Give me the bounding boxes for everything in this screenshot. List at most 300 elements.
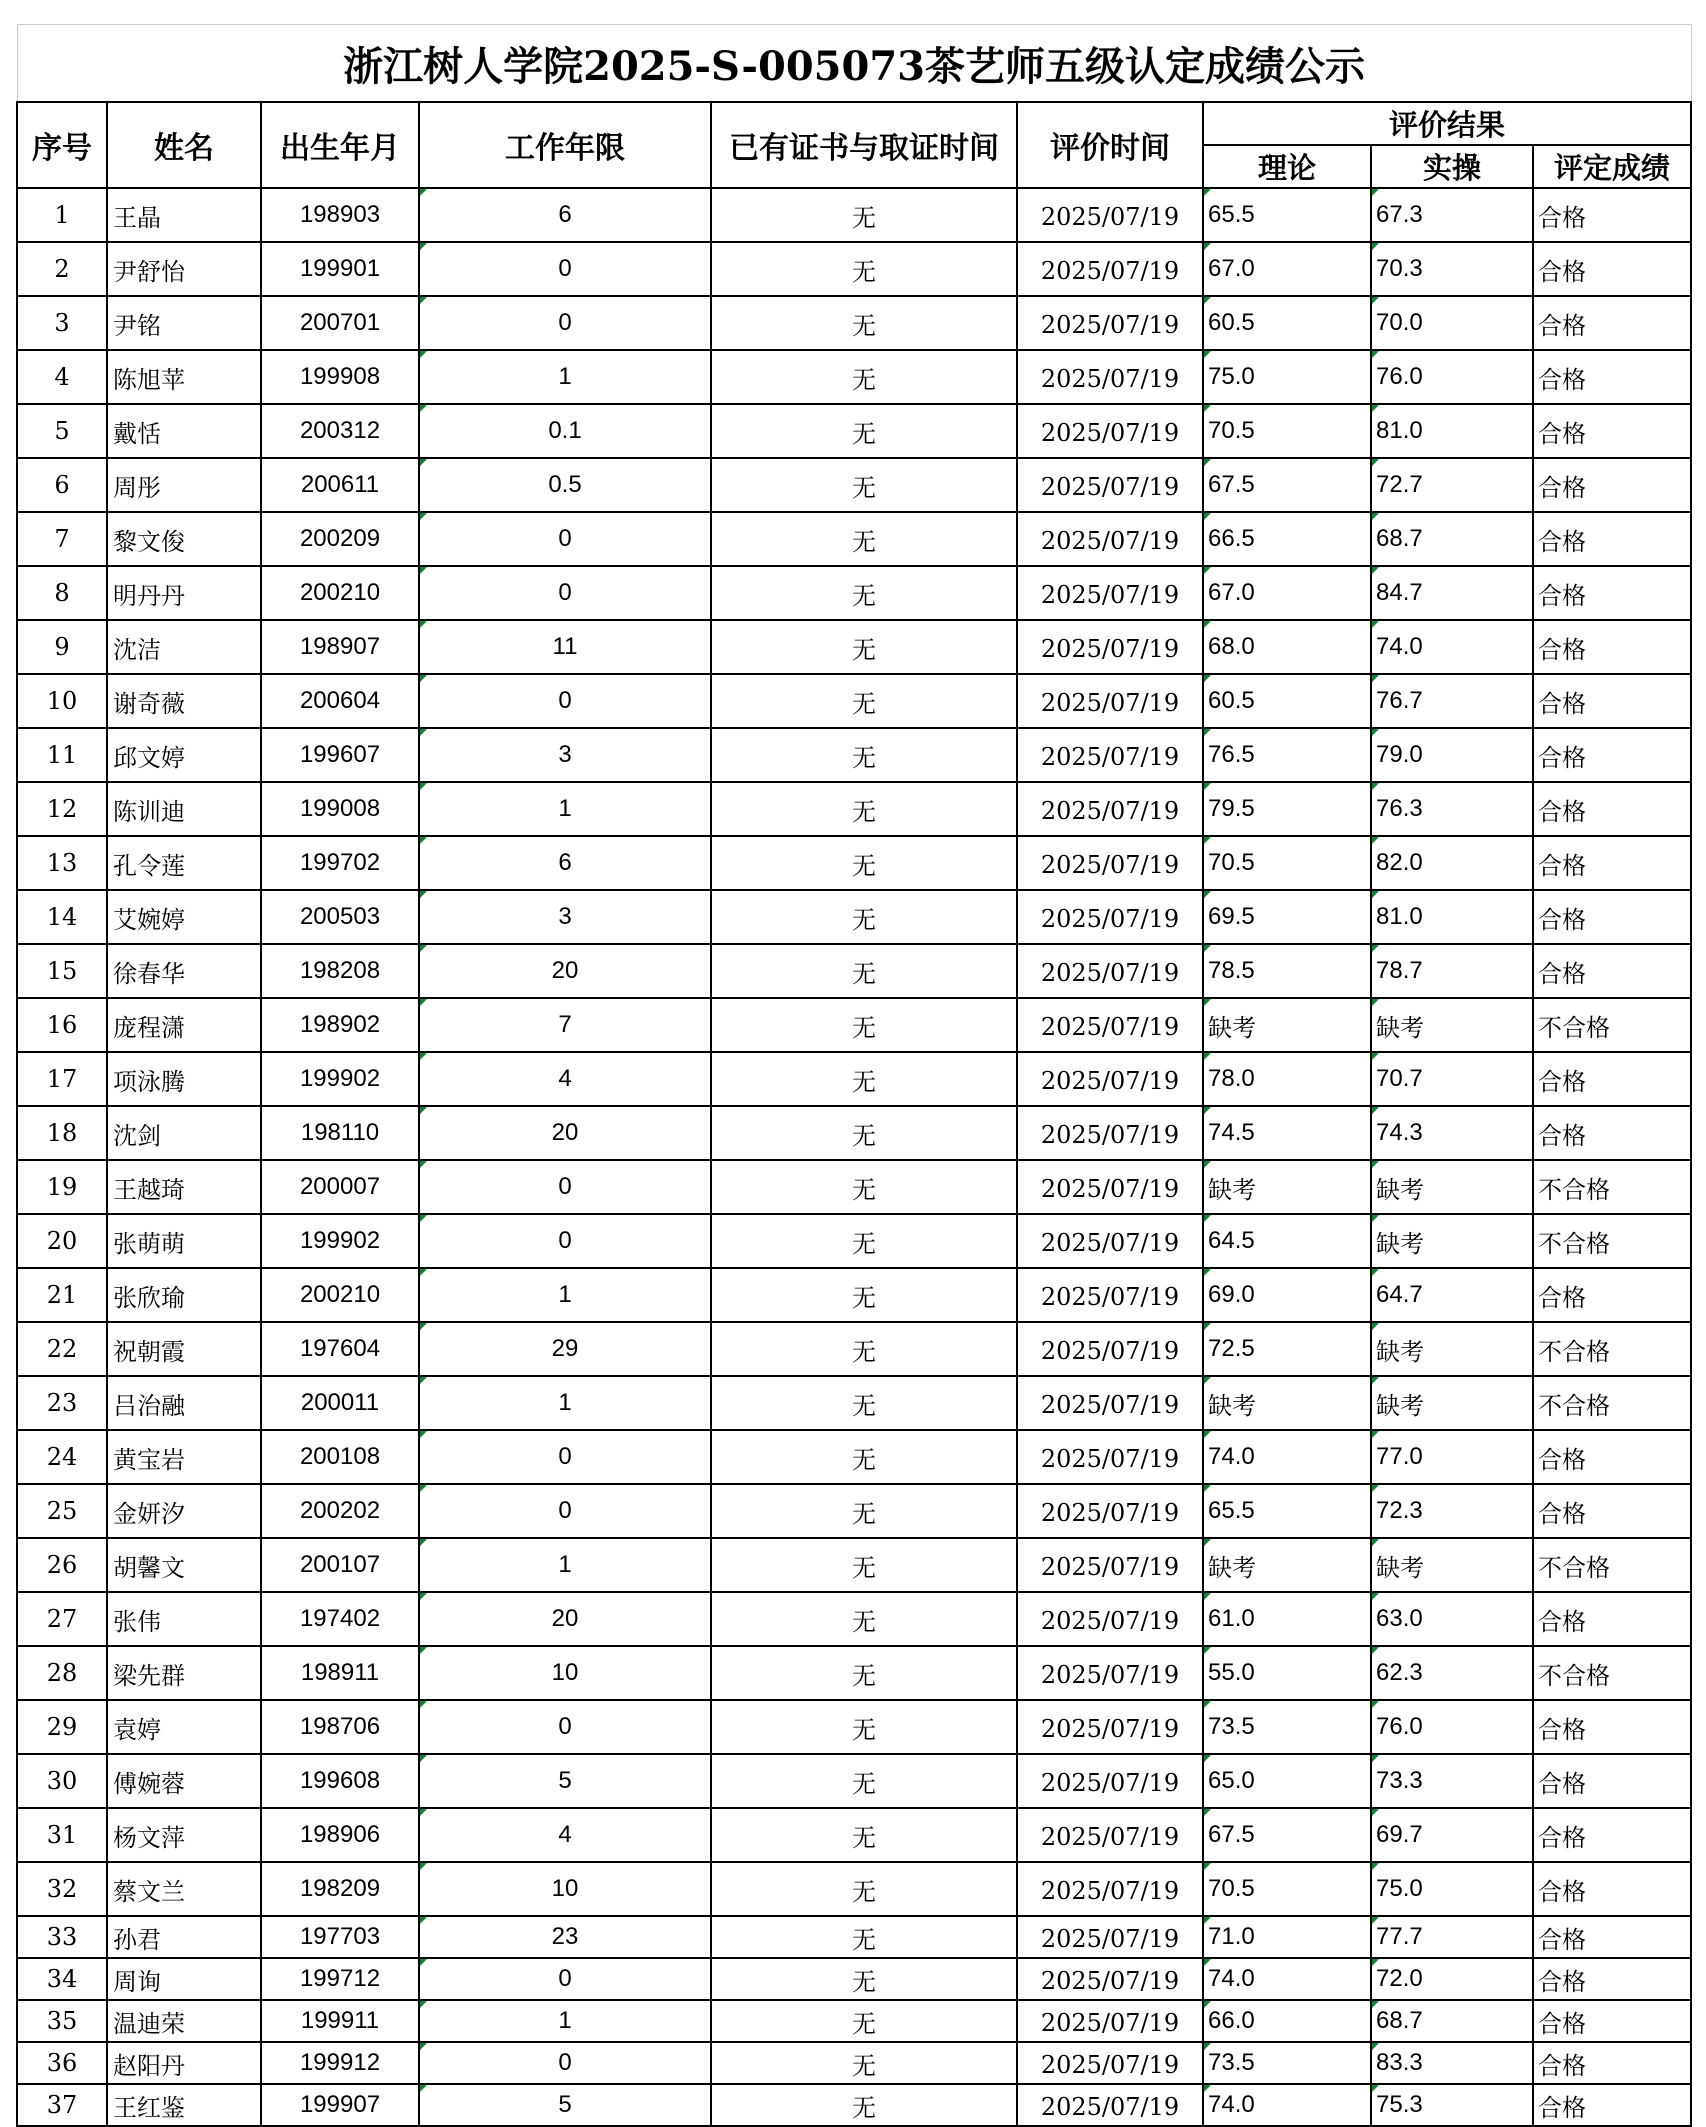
cell-theory: 74.0 — [1203, 2084, 1371, 2126]
cell-practice: 缺考 — [1371, 998, 1533, 1052]
cell-cert: 无 — [711, 1106, 1017, 1160]
cell-practice: 75.0 — [1371, 1862, 1533, 1916]
cell-eval-time: 2025/07/19 — [1017, 2000, 1203, 2042]
cell-cert: 无 — [711, 2042, 1017, 2084]
cell-practice: 83.3 — [1371, 2042, 1533, 2084]
cell-cert: 无 — [711, 944, 1017, 998]
table-row — [17, 512, 1691, 566]
cell-seq: 37 — [17, 2084, 107, 2126]
cell-final: 合格 — [1533, 458, 1691, 512]
cell-seq: 10 — [17, 674, 107, 728]
cell-name: 陈训迪 — [107, 782, 261, 836]
cell-practice: 缺考 — [1371, 1214, 1533, 1268]
cell-theory: 60.5 — [1203, 674, 1371, 728]
cell-birth: 200210 — [261, 1268, 419, 1322]
cell-eval-time: 2025/07/19 — [1017, 1376, 1203, 1430]
cell-name: 吕治融 — [107, 1376, 261, 1430]
cell-practice: 76.7 — [1371, 674, 1533, 728]
cell-eval-time: 2025/07/19 — [1017, 350, 1203, 404]
header-final: 评定成绩 — [1533, 145, 1691, 188]
cell-cert: 无 — [711, 242, 1017, 296]
cell-theory: 76.5 — [1203, 728, 1371, 782]
cell-work-years: 5 — [419, 1754, 711, 1808]
header-practice: 实操 — [1371, 145, 1533, 188]
cell-seq: 30 — [17, 1754, 107, 1808]
cell-cert: 无 — [711, 1214, 1017, 1268]
cell-cert: 无 — [711, 2000, 1017, 2042]
cell-birth: 200312 — [261, 404, 419, 458]
cell-work-years: 1 — [419, 1376, 711, 1430]
cell-cert: 无 — [711, 1160, 1017, 1214]
table-row — [17, 782, 1691, 836]
cell-practice: 缺考 — [1371, 1322, 1533, 1376]
cell-name: 金妍汐 — [107, 1484, 261, 1538]
table-row — [17, 836, 1691, 890]
cell-birth: 198911 — [261, 1646, 419, 1700]
cell-birth: 199902 — [261, 1214, 419, 1268]
cell-practice: 76.0 — [1371, 350, 1533, 404]
cell-eval-time: 2025/07/19 — [1017, 188, 1203, 242]
cell-eval-time: 2025/07/19 — [1017, 458, 1203, 512]
table-row — [17, 404, 1691, 458]
cell-cert: 无 — [711, 836, 1017, 890]
cell-birth: 199911 — [261, 2000, 419, 2042]
cell-cert: 无 — [711, 620, 1017, 674]
cell-seq: 18 — [17, 1106, 107, 1160]
cell-theory: 61.0 — [1203, 1592, 1371, 1646]
cell-seq: 16 — [17, 998, 107, 1052]
cell-eval-time: 2025/07/19 — [1017, 1916, 1203, 1958]
cell-theory: 69.0 — [1203, 1268, 1371, 1322]
cell-practice: 70.7 — [1371, 1052, 1533, 1106]
cell-cert: 无 — [711, 1052, 1017, 1106]
cell-eval-time: 2025/07/19 — [1017, 1322, 1203, 1376]
cell-final: 合格 — [1533, 620, 1691, 674]
cell-theory: 缺考 — [1203, 1160, 1371, 1214]
cell-work-years: 0 — [419, 296, 711, 350]
cell-birth: 198903 — [261, 188, 419, 242]
cell-final: 合格 — [1533, 836, 1691, 890]
header-seq: 序号 — [17, 102, 107, 188]
cell-theory: 缺考 — [1203, 1376, 1371, 1430]
cell-seq: 28 — [17, 1646, 107, 1700]
table-row — [17, 1646, 1691, 1700]
cell-practice: 74.0 — [1371, 620, 1533, 674]
table-row — [17, 458, 1691, 512]
cell-seq: 12 — [17, 782, 107, 836]
cell-theory: 64.5 — [1203, 1214, 1371, 1268]
cell-name: 张欣瑜 — [107, 1268, 261, 1322]
cell-eval-time: 2025/07/19 — [1017, 404, 1203, 458]
cell-seq: 20 — [17, 1214, 107, 1268]
cell-name: 周询 — [107, 1958, 261, 2000]
cell-theory: 75.0 — [1203, 350, 1371, 404]
cell-final: 不合格 — [1533, 1214, 1691, 1268]
cell-eval-time: 2025/07/19 — [1017, 1538, 1203, 1592]
cell-theory: 68.0 — [1203, 620, 1371, 674]
cell-theory: 73.5 — [1203, 2042, 1371, 2084]
cell-name: 王红鉴 — [107, 2084, 261, 2126]
cell-birth: 197604 — [261, 1322, 419, 1376]
cell-cert: 无 — [711, 350, 1017, 404]
cell-eval-time: 2025/07/19 — [1017, 944, 1203, 998]
header-eval-time: 评价时间 — [1017, 102, 1203, 188]
cell-theory: 67.5 — [1203, 1808, 1371, 1862]
cell-seq: 8 — [17, 566, 107, 620]
cell-theory: 66.0 — [1203, 2000, 1371, 2042]
cell-final: 不合格 — [1533, 1322, 1691, 1376]
table-body — [17, 188, 1691, 2126]
cell-practice: 70.3 — [1371, 242, 1533, 296]
cell-name: 祝朝霞 — [107, 1322, 261, 1376]
table-row — [17, 1160, 1691, 1214]
table-row — [17, 728, 1691, 782]
cell-birth: 198902 — [261, 998, 419, 1052]
cell-work-years: 3 — [419, 890, 711, 944]
cell-seq: 29 — [17, 1700, 107, 1754]
cell-eval-time: 2025/07/19 — [1017, 1700, 1203, 1754]
cell-name: 张伟 — [107, 1592, 261, 1646]
cell-practice: 78.7 — [1371, 944, 1533, 998]
cell-cert: 无 — [711, 188, 1017, 242]
table-row — [17, 1754, 1691, 1808]
cell-eval-time: 2025/07/19 — [1017, 1106, 1203, 1160]
cell-final: 合格 — [1533, 1592, 1691, 1646]
cell-work-years: 20 — [419, 1592, 711, 1646]
header-cert: 已有证书与取证时间 — [711, 102, 1017, 188]
cell-work-years: 20 — [419, 1106, 711, 1160]
cell-name: 沈剑 — [107, 1106, 261, 1160]
cell-seq: 33 — [17, 1916, 107, 1958]
cell-eval-time: 2025/07/19 — [1017, 1052, 1203, 1106]
table-row — [17, 1430, 1691, 1484]
cell-work-years: 29 — [419, 1322, 711, 1376]
cell-work-years: 1 — [419, 1538, 711, 1592]
cell-final: 合格 — [1533, 566, 1691, 620]
cell-final: 合格 — [1533, 1484, 1691, 1538]
cell-seq: 21 — [17, 1268, 107, 1322]
cell-birth: 200209 — [261, 512, 419, 566]
cell-work-years: 5 — [419, 2084, 711, 2126]
table-row — [17, 566, 1691, 620]
cell-cert: 无 — [711, 296, 1017, 350]
cell-birth: 200107 — [261, 1538, 419, 1592]
cell-theory: 65.5 — [1203, 1484, 1371, 1538]
cell-birth: 200202 — [261, 1484, 419, 1538]
header-theory: 理论 — [1203, 145, 1371, 188]
cell-birth: 200503 — [261, 890, 419, 944]
cell-seq: 15 — [17, 944, 107, 998]
header-work-years: 工作年限 — [419, 102, 711, 188]
cell-final: 合格 — [1533, 1106, 1691, 1160]
cell-practice: 缺考 — [1371, 1160, 1533, 1214]
cell-seq: 14 — [17, 890, 107, 944]
table-row — [17, 1484, 1691, 1538]
table-row — [17, 944, 1691, 998]
cell-work-years: 7 — [419, 998, 711, 1052]
cell-final: 合格 — [1533, 2000, 1691, 2042]
cell-eval-time: 2025/07/19 — [1017, 728, 1203, 782]
cell-name: 杨文萍 — [107, 1808, 261, 1862]
cell-final: 合格 — [1533, 890, 1691, 944]
table-row — [17, 620, 1691, 674]
cell-cert: 无 — [711, 1592, 1017, 1646]
cell-birth: 200611 — [261, 458, 419, 512]
cell-seq: 34 — [17, 1958, 107, 2000]
cell-practice: 76.3 — [1371, 782, 1533, 836]
cell-work-years: 0 — [419, 242, 711, 296]
cell-work-years: 3 — [419, 728, 711, 782]
table-row — [17, 1214, 1691, 1268]
cell-cert: 无 — [711, 674, 1017, 728]
cell-birth: 200108 — [261, 1430, 419, 1484]
table-row — [17, 188, 1691, 242]
table-row — [17, 242, 1691, 296]
cell-final: 合格 — [1533, 1958, 1691, 2000]
cell-seq: 5 — [17, 404, 107, 458]
table-row — [17, 1958, 1691, 2000]
cell-name: 孔令莲 — [107, 836, 261, 890]
cell-name: 胡馨文 — [107, 1538, 261, 1592]
cell-birth: 200007 — [261, 1160, 419, 1214]
cell-theory: 79.5 — [1203, 782, 1371, 836]
cell-name: 孙君 — [107, 1916, 261, 1958]
cell-work-years: 4 — [419, 1808, 711, 1862]
cell-name: 周彤 — [107, 458, 261, 512]
cell-practice: 68.7 — [1371, 512, 1533, 566]
cell-seq: 13 — [17, 836, 107, 890]
cell-name: 尹铭 — [107, 296, 261, 350]
cell-birth: 198906 — [261, 1808, 419, 1862]
cell-seq: 25 — [17, 1484, 107, 1538]
cell-final: 合格 — [1533, 1916, 1691, 1958]
cell-final: 合格 — [1533, 242, 1691, 296]
cell-theory: 70.5 — [1203, 836, 1371, 890]
cell-seq: 36 — [17, 2042, 107, 2084]
cell-final: 不合格 — [1533, 1646, 1691, 1700]
cell-cert: 无 — [711, 1862, 1017, 1916]
cell-theory: 74.0 — [1203, 1430, 1371, 1484]
cell-eval-time: 2025/07/19 — [1017, 242, 1203, 296]
cell-practice: 81.0 — [1371, 890, 1533, 944]
cell-practice: 82.0 — [1371, 836, 1533, 890]
cell-final: 合格 — [1533, 1862, 1691, 1916]
cell-cert: 无 — [711, 2084, 1017, 2126]
cell-work-years: 4 — [419, 1052, 711, 1106]
table-row — [17, 1052, 1691, 1106]
cell-work-years: 0 — [419, 1430, 711, 1484]
cell-cert: 无 — [711, 566, 1017, 620]
cell-eval-time: 2025/07/19 — [1017, 836, 1203, 890]
cell-practice: 81.0 — [1371, 404, 1533, 458]
cell-eval-time: 2025/07/19 — [1017, 2042, 1203, 2084]
cell-eval-time: 2025/07/19 — [1017, 1754, 1203, 1808]
cell-work-years: 10 — [419, 1646, 711, 1700]
cell-final: 合格 — [1533, 2042, 1691, 2084]
table-row — [17, 1700, 1691, 1754]
cell-cert: 无 — [711, 1700, 1017, 1754]
cell-work-years: 6 — [419, 836, 711, 890]
cell-seq: 26 — [17, 1538, 107, 1592]
cell-cert: 无 — [711, 1958, 1017, 2000]
cell-work-years: 0 — [419, 1700, 711, 1754]
cell-seq: 9 — [17, 620, 107, 674]
cell-seq: 23 — [17, 1376, 107, 1430]
cell-theory: 78.5 — [1203, 944, 1371, 998]
cell-name: 尹舒怡 — [107, 242, 261, 296]
cell-theory: 70.5 — [1203, 1862, 1371, 1916]
cell-eval-time: 2025/07/19 — [1017, 998, 1203, 1052]
cell-work-years: 6 — [419, 188, 711, 242]
cell-birth: 199912 — [261, 2042, 419, 2084]
table-row — [17, 1808, 1691, 1862]
cell-theory: 67.0 — [1203, 242, 1371, 296]
cell-name: 艾婉婷 — [107, 890, 261, 944]
cell-eval-time: 2025/07/19 — [1017, 890, 1203, 944]
cell-eval-time: 2025/07/19 — [1017, 2084, 1203, 2126]
cell-name: 庞程潇 — [107, 998, 261, 1052]
cell-cert: 无 — [711, 512, 1017, 566]
cell-theory: 72.5 — [1203, 1322, 1371, 1376]
cell-eval-time: 2025/07/19 — [1017, 296, 1203, 350]
cell-seq: 35 — [17, 2000, 107, 2042]
cell-birth: 199902 — [261, 1052, 419, 1106]
cell-name: 赵阳丹 — [107, 2042, 261, 2084]
cell-practice: 72.7 — [1371, 458, 1533, 512]
cell-work-years: 0.5 — [419, 458, 711, 512]
cell-practice: 79.0 — [1371, 728, 1533, 782]
table-row — [17, 1862, 1691, 1916]
cell-theory: 缺考 — [1203, 998, 1371, 1052]
cell-work-years: 0 — [419, 1958, 711, 2000]
cell-final: 合格 — [1533, 2084, 1691, 2126]
cell-name: 温迪荣 — [107, 2000, 261, 2042]
table-row — [17, 1376, 1691, 1430]
table-row — [17, 1106, 1691, 1160]
cell-theory: 65.0 — [1203, 1754, 1371, 1808]
cell-eval-time: 2025/07/19 — [1017, 1484, 1203, 1538]
cell-eval-time: 2025/07/19 — [1017, 1958, 1203, 2000]
cell-seq: 19 — [17, 1160, 107, 1214]
cell-name: 王晶 — [107, 188, 261, 242]
cell-seq: 22 — [17, 1322, 107, 1376]
cell-birth: 199901 — [261, 242, 419, 296]
cell-birth: 198110 — [261, 1106, 419, 1160]
cell-cert: 无 — [711, 782, 1017, 836]
cell-work-years: 0 — [419, 1160, 711, 1214]
cell-theory: 65.5 — [1203, 188, 1371, 242]
cell-work-years: 10 — [419, 1862, 711, 1916]
cell-name: 邱文婷 — [107, 728, 261, 782]
cell-name: 黎文俊 — [107, 512, 261, 566]
cell-name: 王越琦 — [107, 1160, 261, 1214]
cell-final: 合格 — [1533, 782, 1691, 836]
cell-theory: 70.5 — [1203, 404, 1371, 458]
cell-birth: 200210 — [261, 566, 419, 620]
cell-practice: 缺考 — [1371, 1538, 1533, 1592]
cell-seq: 4 — [17, 350, 107, 404]
cell-theory: 66.5 — [1203, 512, 1371, 566]
cell-theory: 73.5 — [1203, 1700, 1371, 1754]
table-row — [17, 2000, 1691, 2042]
cell-name: 陈旭苹 — [107, 350, 261, 404]
cell-name: 沈洁 — [107, 620, 261, 674]
cell-birth: 199607 — [261, 728, 419, 782]
cell-final: 合格 — [1533, 1430, 1691, 1484]
cell-final: 合格 — [1533, 1700, 1691, 1754]
cell-seq: 27 — [17, 1592, 107, 1646]
cell-eval-time: 2025/07/19 — [1017, 566, 1203, 620]
cell-seq: 3 — [17, 296, 107, 350]
cell-work-years: 0 — [419, 512, 711, 566]
table-row — [17, 998, 1691, 1052]
cell-eval-time: 2025/07/19 — [1017, 1430, 1203, 1484]
cell-name: 项泳腾 — [107, 1052, 261, 1106]
cell-cert: 无 — [711, 1808, 1017, 1862]
cell-work-years: 0 — [419, 1484, 711, 1538]
cell-cert: 无 — [711, 1646, 1017, 1700]
cell-eval-time: 2025/07/19 — [1017, 1592, 1203, 1646]
cell-final: 不合格 — [1533, 1376, 1691, 1430]
header-birth: 出生年月 — [261, 102, 419, 188]
cell-work-years: 0 — [419, 566, 711, 620]
cell-birth: 200011 — [261, 1376, 419, 1430]
cell-final: 不合格 — [1533, 998, 1691, 1052]
cell-eval-time: 2025/07/19 — [1017, 1646, 1203, 1700]
cell-cert: 无 — [711, 1754, 1017, 1808]
cell-final: 合格 — [1533, 1808, 1691, 1862]
cell-work-years: 11 — [419, 620, 711, 674]
cell-practice: 72.0 — [1371, 1958, 1533, 2000]
table-row — [17, 1538, 1691, 1592]
cell-name: 明丹丹 — [107, 566, 261, 620]
cell-eval-time: 2025/07/19 — [1017, 512, 1203, 566]
cell-seq: 24 — [17, 1430, 107, 1484]
cell-practice: 67.3 — [1371, 188, 1533, 242]
cell-final: 合格 — [1533, 188, 1691, 242]
cell-cert: 无 — [711, 890, 1017, 944]
cell-birth: 198209 — [261, 1862, 419, 1916]
cell-work-years: 0 — [419, 1214, 711, 1268]
cell-practice: 77.7 — [1371, 1916, 1533, 1958]
cell-eval-time: 2025/07/19 — [1017, 1862, 1203, 1916]
cell-work-years: 0 — [419, 674, 711, 728]
cell-theory: 缺考 — [1203, 1538, 1371, 1592]
cell-final: 不合格 — [1533, 1538, 1691, 1592]
cell-seq: 2 — [17, 242, 107, 296]
cell-name: 蔡文兰 — [107, 1862, 261, 1916]
cell-final: 合格 — [1533, 728, 1691, 782]
cell-final: 合格 — [1533, 1268, 1691, 1322]
cell-seq: 1 — [17, 188, 107, 242]
cell-final: 合格 — [1533, 674, 1691, 728]
cell-birth: 200701 — [261, 296, 419, 350]
cell-practice: 63.0 — [1371, 1592, 1533, 1646]
cell-theory: 74.0 — [1203, 1958, 1371, 2000]
cell-final: 合格 — [1533, 350, 1691, 404]
table-row — [17, 2084, 1691, 2126]
cell-cert: 无 — [711, 1376, 1017, 1430]
cell-birth: 197402 — [261, 1592, 419, 1646]
cell-birth: 199712 — [261, 1958, 419, 2000]
table-row — [17, 2042, 1691, 2084]
cell-theory: 60.5 — [1203, 296, 1371, 350]
cell-eval-time: 2025/07/19 — [1017, 782, 1203, 836]
cell-name: 谢奇薇 — [107, 674, 261, 728]
cell-final: 合格 — [1533, 296, 1691, 350]
cell-practice: 76.0 — [1371, 1700, 1533, 1754]
cell-work-years: 0.1 — [419, 404, 711, 458]
